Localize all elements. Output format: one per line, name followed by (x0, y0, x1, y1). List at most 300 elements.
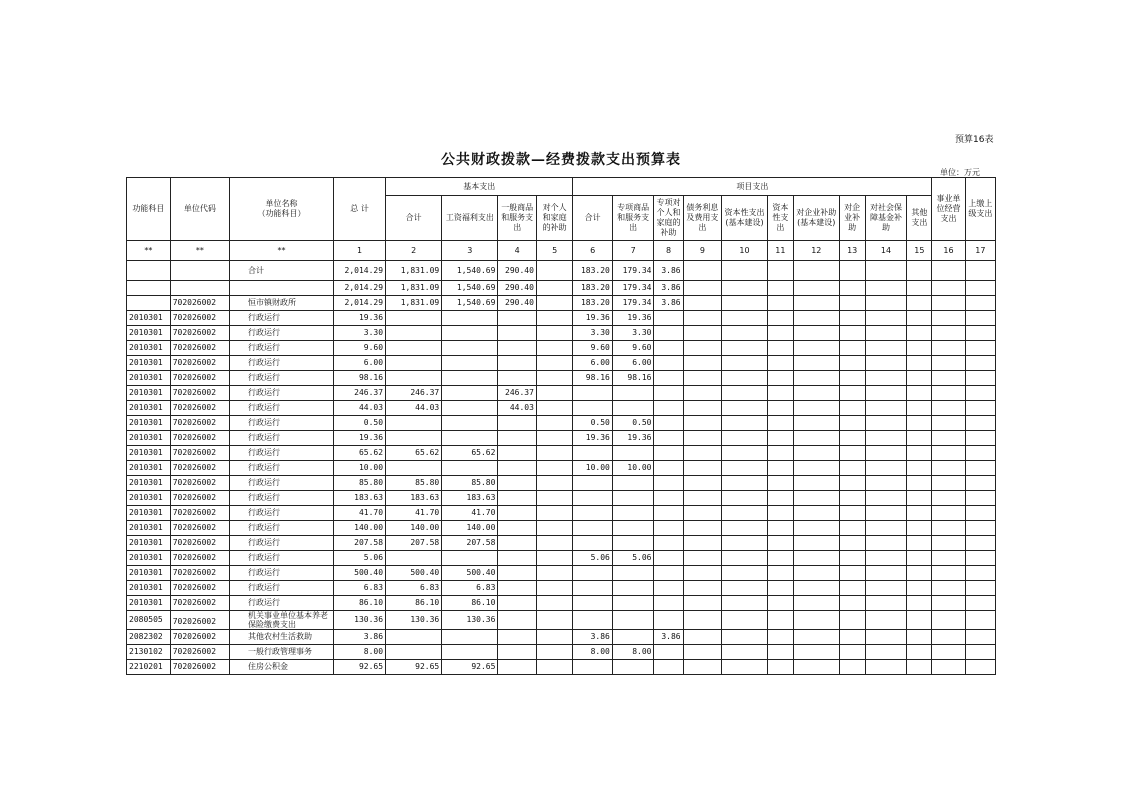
row-empty-cell (793, 566, 839, 581)
row-basic-wage (442, 371, 498, 386)
row-project-sum (573, 596, 613, 611)
row-empty-cell (767, 311, 793, 326)
row-empty-cell (722, 386, 768, 401)
row-empty-cell (793, 476, 839, 491)
row-project-sum: 98.16 (573, 371, 613, 386)
row-basic-personal (536, 356, 572, 371)
row-empty-cell (793, 341, 839, 356)
row-basic-personal (536, 630, 572, 645)
row-project-goods: 19.36 (612, 431, 654, 446)
header-p-goods: 专项商品和服务支出 (612, 196, 654, 241)
row-empty-cell (865, 645, 907, 660)
row-project-sum (573, 581, 613, 596)
row-empty-cell (907, 506, 932, 521)
row-total: 2,014.29 (334, 261, 386, 281)
row-basic-goods (498, 491, 537, 506)
index-cell: 14 (865, 241, 907, 261)
row-total: 0.50 (334, 416, 386, 431)
table-row (127, 461, 996, 476)
row-empty-cell (839, 341, 865, 356)
row-empty-cell (965, 401, 995, 416)
row-empty-cell (907, 596, 932, 611)
row-basic-wage (442, 401, 498, 416)
header-p-enterprise2: 对企业补助 (839, 196, 865, 241)
table-row (127, 660, 996, 675)
header-p-capital2: 资本性支出 (767, 196, 793, 241)
row-project-goods: 10.00 (612, 461, 654, 476)
row-unit-code: 702026002 (170, 311, 229, 326)
row-project-sum (573, 386, 613, 401)
row-total: 92.65 (334, 660, 386, 675)
row-empty-cell (767, 386, 793, 401)
row-empty-cell (865, 326, 907, 341)
row-subject-code: 2010301 (127, 506, 171, 521)
header-b-goods: 一般商品和服务支出 (498, 196, 537, 241)
row-empty-cell (793, 645, 839, 660)
row-empty-cell (722, 296, 768, 311)
table-row (127, 386, 996, 401)
header-b-wage: 工资福利支出 (442, 196, 498, 241)
row-subject-code: 2210201 (127, 660, 171, 675)
row-unit-code: 702026002 (170, 645, 229, 660)
row-total: 85.80 (334, 476, 386, 491)
row-unit-code: 702026002 (170, 296, 229, 311)
row-empty-cell (865, 401, 907, 416)
row-empty-cell (722, 506, 768, 521)
row-basic-personal (536, 296, 572, 311)
row-empty-cell (865, 371, 907, 386)
row-project-personal: 3.86 (654, 281, 683, 296)
row-subject-code: 2010301 (127, 551, 171, 566)
row-total: 19.36 (334, 431, 386, 446)
row-unit-name: 恒市镇财政所 (230, 296, 334, 311)
row-unit-code: 702026002 (170, 461, 229, 476)
row-project-goods (612, 660, 654, 675)
row-subject-code: 2010301 (127, 476, 171, 491)
row-empty-cell (907, 491, 932, 506)
row-unit-code: 702026002 (170, 401, 229, 416)
row-basic-sum: 246.37 (386, 386, 442, 401)
row-empty-cell (722, 491, 768, 506)
row-basic-goods (498, 446, 537, 461)
row-empty-cell (965, 536, 995, 551)
table-row (127, 536, 996, 551)
row-empty-cell (839, 386, 865, 401)
row-subject-code: 2010301 (127, 311, 171, 326)
row-basic-sum: 44.03 (386, 401, 442, 416)
row-basic-wage (442, 326, 498, 341)
row-empty-cell (767, 401, 793, 416)
row-empty-cell (865, 356, 907, 371)
row-unit-name: 行政运行 (230, 476, 334, 491)
row-basic-goods (498, 551, 537, 566)
row-empty-cell (793, 630, 839, 645)
table-row (127, 506, 996, 521)
row-total: 6.83 (334, 581, 386, 596)
row-basic-wage: 6.83 (442, 581, 498, 596)
row-basic-sum: 130.36 (386, 611, 442, 630)
row-empty-cell (683, 536, 722, 551)
row-empty-cell (907, 416, 932, 431)
row-empty-cell (932, 341, 965, 356)
header-unit-name: 单位名称 （功能科目） (230, 178, 334, 241)
row-empty-cell (683, 611, 722, 630)
row-empty-cell (965, 386, 995, 401)
row-empty-cell (965, 506, 995, 521)
row-empty-cell (683, 341, 722, 356)
row-total: 500.40 (334, 566, 386, 581)
row-unit-code: 702026002 (170, 566, 229, 581)
row-basic-sum: 65.62 (386, 446, 442, 461)
row-empty-cell (965, 416, 995, 431)
row-project-personal (654, 645, 683, 660)
row-empty-cell (839, 296, 865, 311)
row-empty-cell (839, 446, 865, 461)
row-basic-wage: 207.58 (442, 536, 498, 551)
row-empty-cell (767, 581, 793, 596)
table-row (127, 296, 996, 311)
row-project-goods (612, 521, 654, 536)
row-empty-cell (722, 611, 768, 630)
row-unit-code: 702026002 (170, 341, 229, 356)
row-basic-sum: 207.58 (386, 536, 442, 551)
row-empty-cell (907, 660, 932, 675)
row-empty-cell (965, 341, 995, 356)
row-basic-wage: 1,540.69 (442, 261, 498, 281)
header-b-sum: 合计 (386, 196, 442, 241)
row-empty-cell (907, 356, 932, 371)
row-empty-cell (793, 356, 839, 371)
row-empty-cell (767, 416, 793, 431)
row-unit-name: 行政运行 (230, 326, 334, 341)
row-project-personal (654, 461, 683, 476)
row-basic-sum (386, 461, 442, 476)
row-empty-cell (767, 536, 793, 551)
row-unit-code: 702026002 (170, 491, 229, 506)
row-empty-cell (907, 551, 932, 566)
row-empty-cell (793, 521, 839, 536)
row-empty-cell (932, 521, 965, 536)
row-empty-cell (767, 431, 793, 446)
row-project-personal (654, 506, 683, 521)
row-basic-goods (498, 326, 537, 341)
row-unit-name: 行政运行 (230, 401, 334, 416)
row-basic-wage (442, 551, 498, 566)
row-project-sum: 19.36 (573, 311, 613, 326)
row-project-goods (612, 611, 654, 630)
row-empty-cell (932, 660, 965, 675)
row-unit-code: 702026002 (170, 521, 229, 536)
row-empty-cell (907, 581, 932, 596)
row-subject-code: 2010301 (127, 416, 171, 431)
row-total: 86.10 (334, 596, 386, 611)
row-project-personal (654, 371, 683, 386)
row-empty-cell (839, 521, 865, 536)
row-empty-cell (683, 281, 722, 296)
row-project-sum: 10.00 (573, 461, 613, 476)
index-cell: 5 (536, 241, 572, 261)
row-project-sum: 183.20 (573, 261, 613, 281)
row-empty-cell (683, 261, 722, 281)
row-subject-code: 2010301 (127, 446, 171, 461)
row-empty-cell (722, 416, 768, 431)
row-unit-code: 702026002 (170, 611, 229, 630)
row-empty-cell (865, 296, 907, 311)
table-row (127, 341, 996, 356)
row-empty-cell (907, 311, 932, 326)
row-basic-personal (536, 261, 572, 281)
row-empty-cell (965, 446, 995, 461)
row-project-goods (612, 446, 654, 461)
row-basic-wage: 1,540.69 (442, 296, 498, 311)
row-project-sum: 183.20 (573, 281, 613, 296)
row-basic-wage: 92.65 (442, 660, 498, 675)
row-project-sum: 3.30 (573, 326, 613, 341)
row-basic-wage (442, 311, 498, 326)
row-project-goods (612, 491, 654, 506)
row-empty-cell (767, 356, 793, 371)
row-total: 207.58 (334, 536, 386, 551)
row-basic-goods (498, 611, 537, 630)
row-unit-code: 702026002 (170, 386, 229, 401)
row-empty-cell (965, 630, 995, 645)
row-empty-cell (722, 281, 768, 296)
row-empty-cell (932, 431, 965, 446)
row-subject-code: 2010301 (127, 401, 171, 416)
row-basic-goods: 44.03 (498, 401, 537, 416)
row-project-sum (573, 566, 613, 581)
row-unit-name: 行政运行 (230, 311, 334, 326)
row-empty-cell (839, 356, 865, 371)
row-empty-cell (865, 660, 907, 675)
row-subject-code: 2130102 (127, 645, 171, 660)
row-empty-cell (965, 491, 995, 506)
index-row (127, 241, 996, 261)
row-empty-cell (839, 506, 865, 521)
row-empty-cell (965, 645, 995, 660)
table-row (127, 401, 996, 416)
row-basic-personal (536, 611, 572, 630)
row-project-sum: 5.06 (573, 551, 613, 566)
row-empty-cell (793, 401, 839, 416)
row-basic-goods (498, 476, 537, 491)
row-total: 44.03 (334, 401, 386, 416)
row-basic-personal (536, 506, 572, 521)
row-project-goods: 179.34 (612, 296, 654, 311)
row-empty-cell (767, 660, 793, 675)
row-subject-code: 2010301 (127, 356, 171, 371)
index-cell: 13 (839, 241, 865, 261)
row-basic-wage: 1,540.69 (442, 281, 498, 296)
row-empty-cell (683, 326, 722, 341)
row-basic-sum (386, 645, 442, 660)
row-basic-personal (536, 416, 572, 431)
row-empty-cell (865, 630, 907, 645)
row-basic-goods: 290.40 (498, 296, 537, 311)
row-project-personal (654, 476, 683, 491)
row-project-goods: 179.34 (612, 261, 654, 281)
row-unit-name: 行政运行 (230, 596, 334, 611)
unit-label: 单位：万元 (940, 168, 980, 177)
index-cell: 7 (612, 241, 654, 261)
row-empty-cell (683, 401, 722, 416)
table-row (127, 551, 996, 566)
header-enterprise-sub: 事业单位经营支出 (932, 178, 965, 241)
row-empty-cell (932, 371, 965, 386)
row-empty-cell (865, 566, 907, 581)
row-empty-cell (907, 645, 932, 660)
row-empty-cell (839, 536, 865, 551)
row-empty-cell (767, 491, 793, 506)
row-empty-cell (839, 630, 865, 645)
header-p-social: 对社会保障基金补助 (865, 196, 907, 241)
row-empty-cell (767, 341, 793, 356)
row-project-personal (654, 660, 683, 675)
row-basic-sum (386, 371, 442, 386)
row-unit-name: 行政运行 (230, 521, 334, 536)
row-empty-cell (767, 551, 793, 566)
row-unit-name: 合计 (230, 261, 334, 281)
row-basic-personal (536, 326, 572, 341)
row-empty-cell (767, 596, 793, 611)
row-empty-cell (722, 446, 768, 461)
row-basic-wage: 86.10 (442, 596, 498, 611)
index-cell: ** (230, 241, 334, 261)
row-basic-sum: 92.65 (386, 660, 442, 675)
row-basic-sum: 85.80 (386, 476, 442, 491)
row-empty-cell (722, 645, 768, 660)
row-empty-cell (907, 401, 932, 416)
row-project-goods: 19.36 (612, 311, 654, 326)
row-empty-cell (839, 371, 865, 386)
row-basic-personal (536, 311, 572, 326)
row-empty-cell (793, 326, 839, 341)
row-empty-cell (683, 461, 722, 476)
row-empty-cell (865, 551, 907, 566)
row-empty-cell (683, 356, 722, 371)
row-empty-cell (865, 491, 907, 506)
row-basic-goods (498, 581, 537, 596)
row-project-sum: 19.36 (573, 431, 613, 446)
index-cell: 9 (683, 241, 722, 261)
row-basic-sum (386, 341, 442, 356)
row-subject-code: 2010301 (127, 371, 171, 386)
row-basic-personal (536, 341, 572, 356)
row-empty-cell (932, 386, 965, 401)
index-cell: ** (170, 241, 229, 261)
row-basic-sum (386, 431, 442, 446)
row-empty-cell (683, 446, 722, 461)
row-empty-cell (683, 645, 722, 660)
row-empty-cell (767, 645, 793, 660)
row-total: 9.60 (334, 341, 386, 356)
row-unit-code: 702026002 (170, 371, 229, 386)
row-empty-cell (767, 281, 793, 296)
row-total: 8.00 (334, 645, 386, 660)
row-empty-cell (767, 521, 793, 536)
row-empty-cell (839, 660, 865, 675)
row-unit-code: 702026002 (170, 596, 229, 611)
row-basic-goods (498, 311, 537, 326)
row-total: 246.37 (334, 386, 386, 401)
row-unit-name: 行政运行 (230, 551, 334, 566)
row-project-goods (612, 630, 654, 645)
row-basic-personal (536, 491, 572, 506)
row-empty-cell (965, 461, 995, 476)
row-empty-cell (907, 630, 932, 645)
row-project-sum (573, 611, 613, 630)
row-project-personal (654, 401, 683, 416)
row-basic-sum (386, 326, 442, 341)
row-empty-cell (839, 581, 865, 596)
row-empty-cell (793, 446, 839, 461)
row-empty-cell (965, 476, 995, 491)
row-project-goods: 0.50 (612, 416, 654, 431)
row-empty-cell (767, 476, 793, 491)
row-basic-goods: 246.37 (498, 386, 537, 401)
row-basic-sum (386, 630, 442, 645)
table-row (127, 491, 996, 506)
row-empty-cell (839, 416, 865, 431)
row-empty-cell (865, 596, 907, 611)
table-row (127, 596, 996, 611)
row-basic-personal (536, 660, 572, 675)
row-empty-cell (932, 416, 965, 431)
row-basic-personal (536, 401, 572, 416)
index-cell: 17 (965, 241, 995, 261)
table-row (127, 476, 996, 491)
row-project-sum (573, 521, 613, 536)
row-project-personal (654, 551, 683, 566)
row-empty-cell (932, 611, 965, 630)
row-project-sum: 183.20 (573, 296, 613, 311)
index-cell: 3 (442, 241, 498, 261)
header-subject: 功能科目 (127, 178, 171, 241)
index-cell: ** (127, 241, 171, 261)
row-empty-cell (722, 566, 768, 581)
table-row (127, 371, 996, 386)
row-project-goods: 3.30 (612, 326, 654, 341)
row-empty-cell (793, 261, 839, 281)
row-unit-code: 702026002 (170, 506, 229, 521)
row-empty-cell (907, 461, 932, 476)
row-unit-name: 行政运行 (230, 446, 334, 461)
row-empty-cell (839, 551, 865, 566)
row-subject-code: 2010301 (127, 341, 171, 356)
row-empty-cell (683, 521, 722, 536)
row-project-goods (612, 566, 654, 581)
row-project-personal (654, 596, 683, 611)
row-subject-code (127, 281, 171, 296)
row-empty-cell (793, 311, 839, 326)
row-empty-cell (683, 596, 722, 611)
row-basic-wage: 140.00 (442, 521, 498, 536)
row-basic-personal (536, 536, 572, 551)
row-empty-cell (932, 281, 965, 296)
row-empty-cell (683, 371, 722, 386)
row-subject-code: 2010301 (127, 596, 171, 611)
table-row (127, 356, 996, 371)
row-total: 6.00 (334, 356, 386, 371)
row-empty-cell (839, 596, 865, 611)
row-empty-cell (839, 491, 865, 506)
row-empty-cell (907, 281, 932, 296)
row-empty-cell (907, 296, 932, 311)
row-subject-code: 2010301 (127, 461, 171, 476)
row-unit-name: 行政运行 (230, 386, 334, 401)
row-empty-cell (932, 356, 965, 371)
row-empty-cell (907, 326, 932, 341)
